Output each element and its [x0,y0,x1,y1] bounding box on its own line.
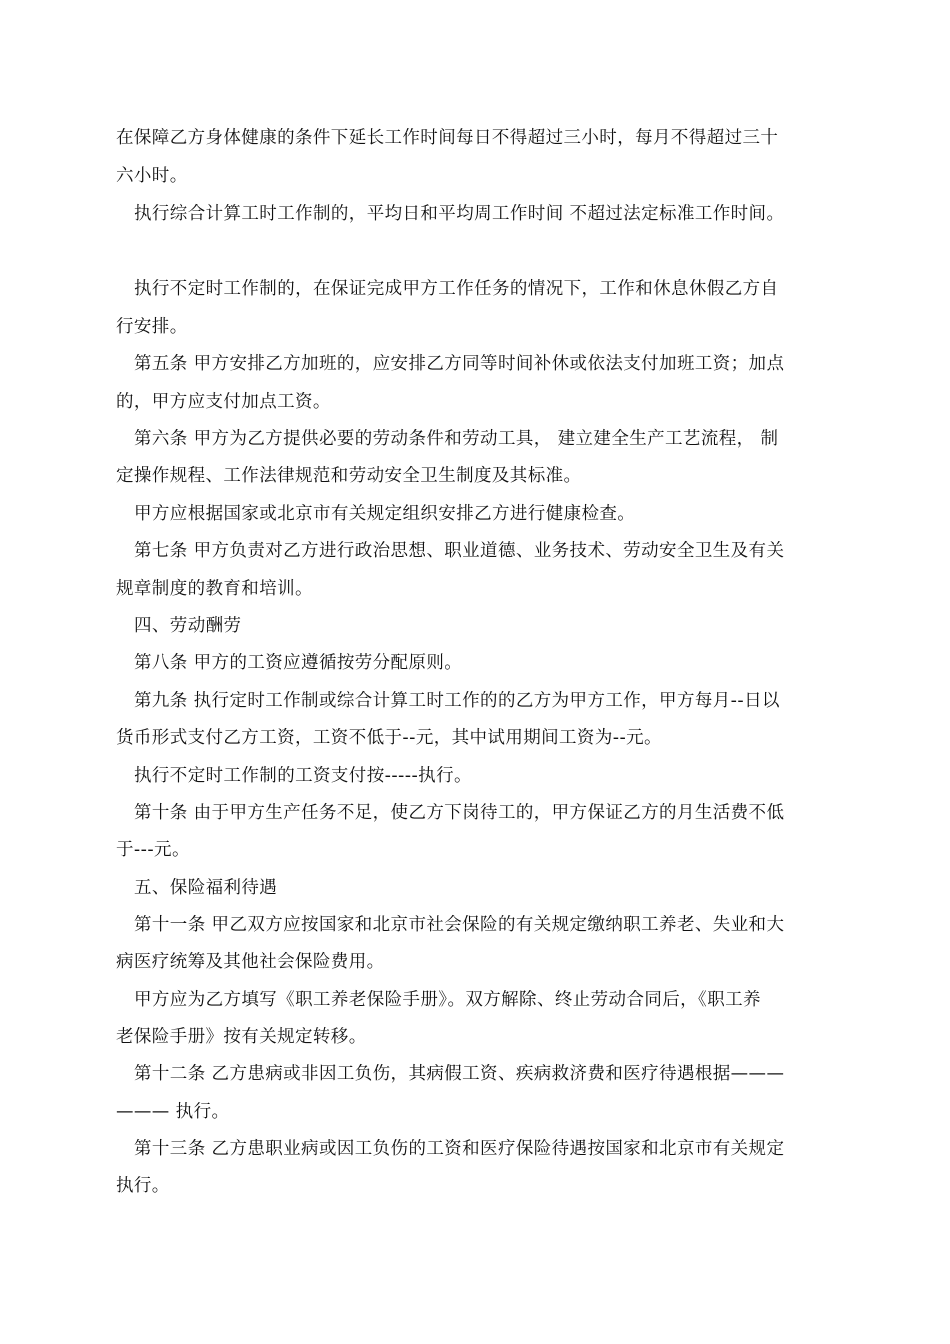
text-line: 第九条 执行定时工作制或综合计算工时工作的的乙方为甲方工作，甲方每月--日以 [134,691,780,711]
text-line: 定操作规程、工作法律规范和劳动安全卫生制度及其标准。 [116,466,582,486]
text-line: 第十二条 乙方患病或非因工负伤，其病假工资、疾病救济费和医疗待遇根据——— [134,1064,785,1084]
text-line: 第六条 甲方为乙方提供必要的劳动条件和劳动工具， 建立建全生产工艺流程， 制 [134,429,779,449]
text-line: 老保险手册》按有关规定转移。 [116,1027,367,1047]
text-line: 在保障乙方身体健康的条件下延长工作时间每日不得超过三小时，每月不得超过三十 [116,128,779,148]
text-line: 第十一条 甲乙双方应按国家和北京市社会保险的有关规定缴纳职工养老、失业和大 [134,915,785,935]
text-line: 第七条 甲方负责对乙方进行政治思想、职业道德、业务技术、劳动安全卫生及有关 [134,541,785,561]
section-heading: 四、劳动酬劳 [134,616,242,636]
text-line: 甲方应根据国家或北京市有关规定组织安排乙方进行健康检查。 [134,504,636,524]
text-line: 执行不定时工作制的，在保证完成甲方工作任务的情况下，工作和休息休假乙方自 [134,279,779,299]
section-heading: 五、保险福利待遇 [134,878,278,898]
text-line: 于---元。 [116,840,190,860]
text-line: 甲方应为乙方填写《职工养老保险手册》。双方解除、终止劳动合同后，《职工养 [134,990,761,1010]
text-line: 规章制度的教育和培训。 [116,579,313,599]
text-line: 执行。 [116,1176,170,1196]
text-line: ——— 执行。 [116,1102,230,1122]
text-line: 的，甲方应支付加点工资。 [116,392,331,412]
text-line: 病医疗统筹及其他社会保险费用。 [116,952,385,972]
text-line: 六小时。 [116,166,188,186]
text-line: 行安排。 [116,317,188,337]
text-line: 第八条 甲方的工资应遵循按劳分配原则。 [134,653,463,673]
text-line: 第十三条 乙方患职业病或因工负伤的工资和医疗保险待遇按国家和北京市有关规定 [134,1139,785,1159]
text-line: 货币形式支付乙方工资，工资不低于--元，其中试用期间工资为--元。 [116,728,662,748]
text-line: 执行综合计算工时工作制的，平均日和平均周工作时间 不超过法定标准工作时间。 [134,204,785,224]
text-line: 第五条 甲方安排乙方加班的，应安排乙方同等时间补休或依法支付加班工资；加点 [134,354,785,374]
text-line: 执行不定时工作制的工资支付按-----执行。 [134,766,472,786]
text-line: 第十条 由于甲方生产任务不足，使乙方下岗待工的，甲方保证乙方的月生活费不低 [134,803,785,823]
